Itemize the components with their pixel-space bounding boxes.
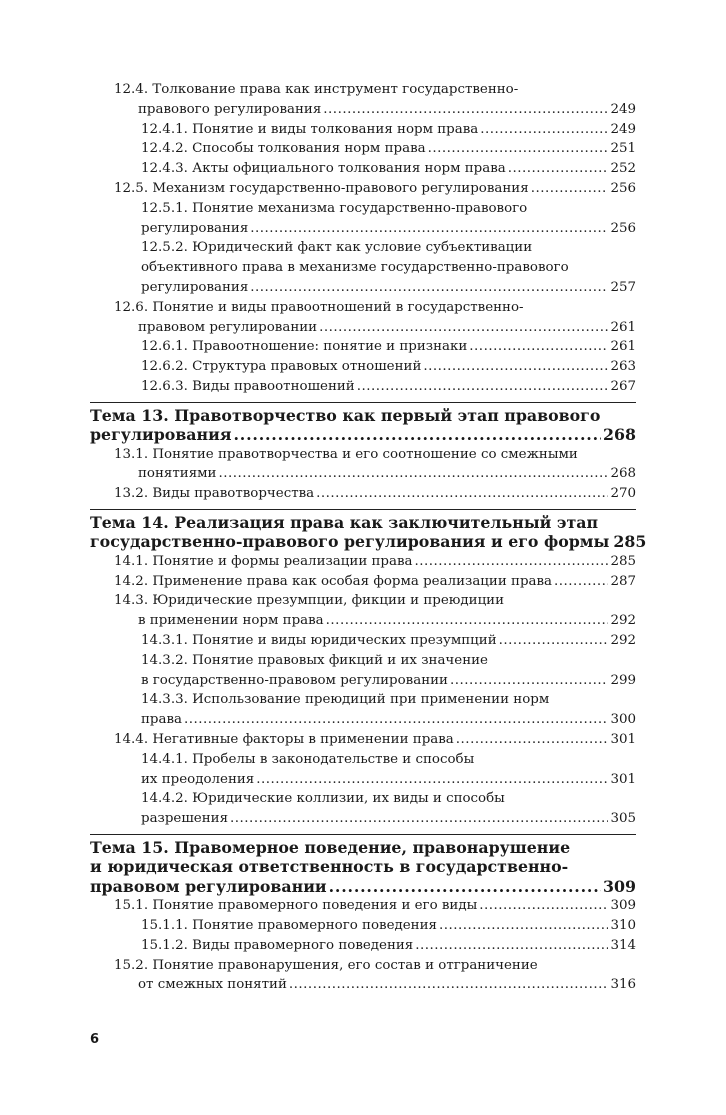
toc-entry-line bbox=[141, 710, 636, 730]
toc-subsection-entry bbox=[90, 357, 636, 377]
toc-entry-text: 15.1. Понятие правомерного поведения и его виды bbox=[114, 898, 478, 914]
toc-page-number: 287 bbox=[610, 573, 636, 589]
toc-subsection-entry bbox=[90, 916, 636, 936]
toc-entry-text: 12.5. Механизм государственно-правового регулирования bbox=[114, 180, 529, 196]
toc-page-number: 316 bbox=[610, 977, 636, 993]
dot-leader bbox=[508, 159, 609, 179]
toc-entry-line bbox=[141, 199, 636, 219]
toc-page-number: 256 bbox=[610, 220, 636, 236]
toc-entry-text: 15.1.1. Понятие правомерного поведения bbox=[141, 917, 437, 933]
toc-entry-text: регулирования bbox=[90, 425, 232, 445]
toc-entry-text: 14.3. Юридические презумпции, фикции и преюдиции bbox=[114, 593, 505, 609]
dot-leader bbox=[450, 671, 608, 691]
toc-entry-text: регулирования bbox=[141, 220, 249, 236]
dot-leader bbox=[316, 484, 608, 504]
toc-entry-line bbox=[141, 337, 636, 357]
dot-leader bbox=[184, 710, 608, 730]
toc-entry-text: 12.4. Толкование права как инструмент государственно- bbox=[114, 82, 519, 97]
toc-entry-text: 12.5.2. Юридический факт как условие субъективации bbox=[141, 240, 533, 256]
toc-entry-line bbox=[114, 730, 636, 750]
toc-entry-line bbox=[141, 159, 636, 179]
toc-entry-line bbox=[141, 357, 636, 377]
toc-entry-line bbox=[114, 956, 636, 976]
toc-entry-line bbox=[141, 120, 636, 140]
toc-entry-text: 12.4.3. Акты официального толкования норм права bbox=[141, 161, 506, 177]
toc-entry-line bbox=[141, 671, 636, 691]
toc-page-number: 268 bbox=[603, 425, 636, 445]
toc-topic-entry bbox=[90, 834, 636, 896]
toc-page-number: 301 bbox=[610, 731, 636, 747]
toc-entry-line bbox=[90, 532, 647, 552]
toc-subsection-entry bbox=[90, 139, 636, 159]
toc-page-number: 314 bbox=[610, 937, 636, 953]
toc-entry-text: регулирования bbox=[141, 279, 249, 295]
toc-entry-line bbox=[114, 318, 636, 338]
toc-entry-line bbox=[141, 789, 636, 809]
toc-page-number: 270 bbox=[610, 486, 636, 502]
toc-subsection-entry bbox=[90, 789, 636, 829]
toc-entry-line bbox=[141, 936, 636, 956]
toc-entry-line bbox=[114, 896, 636, 916]
dot-leader bbox=[428, 139, 609, 159]
toc-entry-text: права bbox=[141, 712, 183, 728]
dot-leader bbox=[218, 464, 608, 484]
toc-entry-text: 15.2. Понятие правонарушения, его состав и отграничение bbox=[114, 957, 538, 973]
toc-page-number: 261 bbox=[610, 339, 636, 355]
toc-page-number: 301 bbox=[610, 771, 636, 787]
toc-entry-line bbox=[141, 651, 636, 671]
toc-entry-text: 12.6. Понятие и виды правоотношений в государственно- bbox=[114, 299, 524, 315]
toc-entry-text: 12.6.2. Структура правовых отношений bbox=[141, 359, 422, 375]
toc-entry-line bbox=[114, 552, 636, 572]
toc-entry-text: 14.4.1. Пробелы в законодательстве и способы bbox=[141, 751, 475, 767]
dot-leader bbox=[234, 425, 602, 444]
toc-entry-text: 14.3.3. Использование преюдиций при применении норм bbox=[141, 692, 550, 708]
dot-leader bbox=[329, 877, 601, 896]
dot-leader bbox=[415, 552, 609, 572]
toc-section-entry bbox=[90, 730, 636, 750]
toc-entry-text: государственно-правового регулирования и его формы bbox=[90, 532, 610, 552]
toc-entry-line bbox=[90, 877, 636, 896]
toc-subsection-entry bbox=[90, 377, 636, 397]
toc-subsection-entry bbox=[90, 936, 636, 956]
toc-entry-text: их преодоления bbox=[141, 771, 255, 787]
dot-leader bbox=[554, 572, 608, 592]
toc-entry-text: правовом регулировании bbox=[138, 319, 318, 335]
toc-entry-line bbox=[114, 100, 636, 120]
toc-entry-line bbox=[90, 425, 636, 444]
toc-entry-line bbox=[90, 838, 636, 857]
toc-section-entry bbox=[90, 956, 636, 996]
toc-entry-line bbox=[141, 809, 636, 829]
dot-leader bbox=[230, 809, 608, 829]
dot-leader bbox=[357, 377, 609, 397]
toc-topic-entry bbox=[90, 402, 636, 445]
toc-entry-text: 12.6.1. Правоотношение: понятие и признаки bbox=[141, 339, 468, 355]
toc-section-entry bbox=[90, 445, 636, 485]
toc-entry-line bbox=[141, 770, 636, 790]
toc-entry-line bbox=[141, 377, 636, 397]
toc-entry-text: 14.3.2. Понятие правовых фикций и их значение bbox=[141, 652, 488, 668]
toc-page-number: 251 bbox=[610, 141, 636, 157]
toc-entry-text: Тема 15. Правомерное поведение, правонарушение bbox=[90, 837, 571, 857]
dot-leader bbox=[480, 120, 608, 140]
toc-entry-line bbox=[114, 80, 636, 100]
toc-entry-text: 13.2. Виды правотворчества bbox=[114, 486, 315, 502]
toc-page-number: 257 bbox=[610, 279, 636, 295]
toc-page-number: 310 bbox=[610, 917, 636, 933]
page-number: 6 bbox=[90, 1032, 100, 1047]
toc-entry-text: 15.1.2. Виды правомерного поведения bbox=[141, 937, 414, 953]
toc-entry-text: в государственно-правовом регулировании bbox=[141, 672, 448, 688]
table-of-contents bbox=[90, 80, 647, 995]
toc-entry-text: Тема 13. Правотворчество как первый этап правового bbox=[90, 405, 601, 425]
toc-section-entry bbox=[90, 896, 636, 916]
toc-entry-text: объективного права в механизме государственно-правового bbox=[141, 260, 569, 276]
toc-page-number: 249 bbox=[610, 121, 636, 137]
toc-page-number: 292 bbox=[610, 613, 636, 629]
toc-page-number: 309 bbox=[610, 898, 636, 914]
toc-page-number: 285 bbox=[610, 553, 636, 569]
toc-entry-line bbox=[141, 219, 636, 239]
dot-leader bbox=[326, 611, 609, 631]
toc-entry-text: 14.3.1. Понятие и виды юридических презумпций bbox=[141, 632, 497, 648]
toc-entry-line bbox=[141, 238, 636, 258]
toc-section-entry bbox=[90, 552, 636, 572]
toc-subsection-entry bbox=[90, 337, 636, 357]
toc-entry-text: и юридическая ответственность в государственно- bbox=[90, 857, 569, 877]
toc-section-entry bbox=[90, 80, 636, 120]
toc-page-number: 256 bbox=[610, 180, 636, 196]
toc-subsection-entry bbox=[90, 750, 636, 790]
toc-entry-line bbox=[114, 298, 636, 318]
toc-entry-text: Тема 14. Реализация права как заключительный этап bbox=[90, 512, 599, 532]
toc-entry-line bbox=[141, 631, 636, 651]
toc-page-number: 268 bbox=[610, 466, 636, 482]
toc-page-number: 267 bbox=[610, 378, 636, 394]
toc-entry-line bbox=[114, 975, 636, 995]
dot-leader bbox=[439, 916, 608, 936]
dot-leader bbox=[323, 100, 608, 120]
toc-entry-text: правового регулирования bbox=[138, 101, 322, 117]
toc-entry-line bbox=[90, 513, 636, 532]
toc-entry-text: 13.1. Понятие правотворчества и его соотношение со смежными bbox=[114, 446, 578, 462]
dot-leader bbox=[415, 936, 608, 956]
toc-entry-line bbox=[114, 445, 636, 465]
dot-leader bbox=[531, 179, 609, 199]
toc-entry-text: 12.4.1. Понятие и виды толкования норм права bbox=[141, 121, 479, 137]
dot-leader bbox=[469, 337, 608, 357]
toc-page-number: 249 bbox=[610, 101, 636, 117]
toc-page-number: 309 bbox=[603, 876, 636, 896]
toc-entry-line bbox=[141, 278, 636, 298]
toc-section-entry bbox=[90, 572, 636, 592]
toc-section-entry bbox=[90, 484, 636, 504]
toc-section-entry bbox=[90, 591, 636, 631]
dot-leader bbox=[479, 896, 608, 916]
toc-entry-line bbox=[141, 916, 636, 936]
toc-entry-text: 14.1. Понятие и формы реализации права bbox=[114, 553, 413, 569]
toc-entry-line bbox=[141, 750, 636, 770]
toc-entry-text: 14.4. Негативные факторы в применении права bbox=[114, 731, 454, 747]
toc-subsection-entry bbox=[90, 651, 636, 691]
toc-page-number: 261 bbox=[610, 319, 636, 335]
toc-subsection-entry bbox=[90, 238, 636, 297]
toc-entry-text: 14.2. Применение права как особая форма реализации права bbox=[114, 573, 553, 589]
toc-page-number: 300 bbox=[610, 712, 636, 728]
toc-entry-text: 12.4.2. Способы толкования норм права bbox=[141, 141, 426, 157]
toc-page-number: 252 bbox=[610, 161, 636, 177]
toc-topic-entry bbox=[90, 509, 647, 552]
toc-subsection-entry bbox=[90, 120, 636, 140]
toc-entry-text: 12.5.1. Понятие механизма государственно-правового bbox=[141, 200, 528, 216]
toc-page-number: 263 bbox=[610, 359, 636, 375]
dot-leader bbox=[250, 219, 608, 239]
toc-page-number: 292 bbox=[610, 632, 636, 648]
toc-entry-line bbox=[90, 857, 636, 876]
dot-leader bbox=[319, 318, 608, 338]
toc-subsection-entry bbox=[90, 199, 636, 239]
toc-subsection-entry bbox=[90, 159, 636, 179]
dot-leader bbox=[456, 730, 609, 750]
toc-subsection-entry bbox=[90, 690, 636, 730]
toc-subsection-entry bbox=[90, 631, 636, 651]
toc-entry-text: в применении норм права bbox=[138, 613, 324, 629]
toc-entry-text: 14.4.2. Юридические коллизии, их виды и способы bbox=[141, 791, 505, 807]
toc-entry-line bbox=[114, 464, 636, 484]
toc-entry-text: правовом регулировании bbox=[90, 876, 327, 896]
dot-leader bbox=[289, 975, 609, 995]
toc-section-entry bbox=[90, 179, 636, 199]
toc-entry-line bbox=[141, 139, 636, 159]
toc-entry-line bbox=[141, 258, 636, 278]
toc-page-number: 305 bbox=[610, 811, 636, 827]
toc-entry-text: от смежных понятий bbox=[138, 977, 287, 993]
toc-entry-line bbox=[114, 179, 636, 199]
toc-page-number: 285 bbox=[613, 532, 647, 552]
toc-entry-line bbox=[141, 690, 636, 710]
toc-entry-line bbox=[90, 406, 636, 425]
toc-section-entry bbox=[90, 298, 636, 338]
toc-entry-line bbox=[114, 591, 636, 611]
dot-leader bbox=[250, 278, 608, 298]
toc-entry-text: понятиями bbox=[138, 466, 217, 482]
toc-entry-line bbox=[114, 572, 636, 592]
toc-entry-line bbox=[114, 484, 636, 504]
toc-entry-line bbox=[114, 611, 636, 631]
toc-entry-text: 12.6.3. Виды правоотношений bbox=[141, 378, 355, 394]
toc-page-number: 299 bbox=[610, 672, 636, 688]
dot-leader bbox=[499, 631, 609, 651]
dot-leader bbox=[423, 357, 608, 377]
dot-leader bbox=[256, 770, 608, 790]
toc-entry-text: разрешения bbox=[141, 811, 229, 827]
